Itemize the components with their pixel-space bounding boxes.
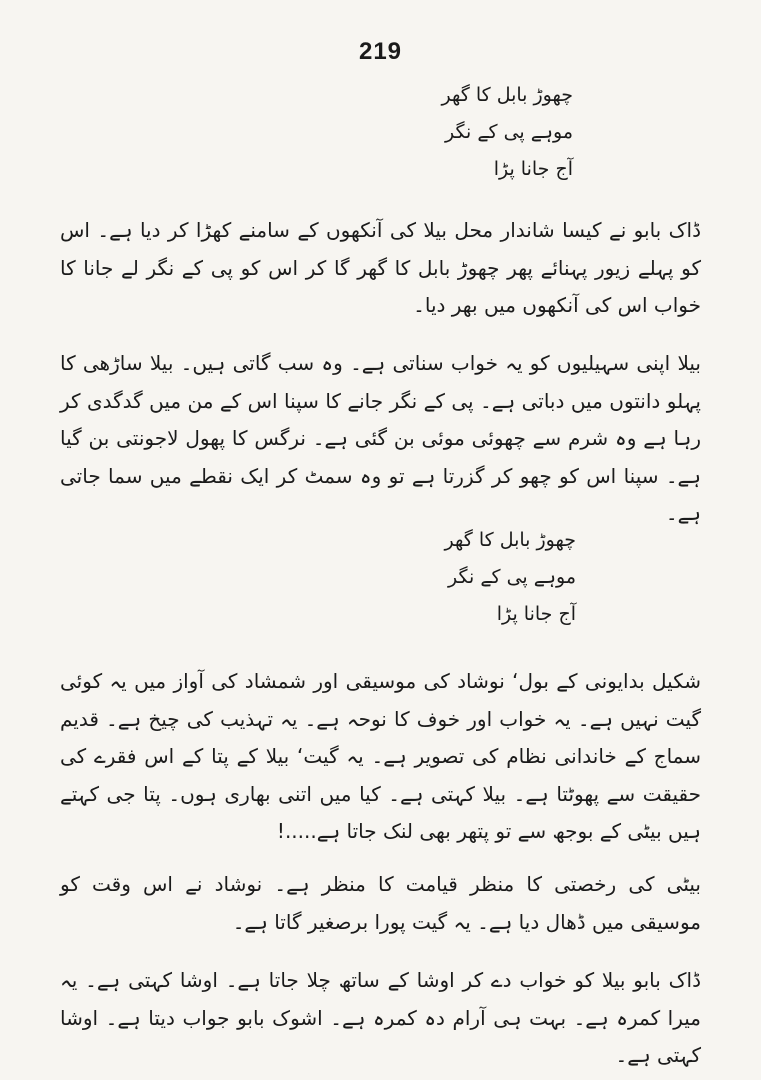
verse-line: آج جانا پڑا <box>496 603 576 625</box>
verse-line: موہے پی کے نگر <box>445 121 573 143</box>
song-verse-top <box>442 77 574 188</box>
paragraph-shakeel-badayuni: شکیل بدایونی کے بول‘ نوشاد کی موسیقی اور شمشاد کی آواز میں یہ کوئی گیت نہیں ہے۔ یہ خواب اور خوف کا نوحہ ہے۔ یہ تہذیب کی چیخ ہے۔ قدیم سماج کے خاندانی نظام کی تصویر ہے۔ یہ گیت‘ بیلا کے پتا کے اس فقرے کی حقیقت سے پھوٹتا ہے۔ بیلا کہتی ہے۔ کیا میں اتنی بھاری ہوں۔ پتا جی کہتے ہیں بیٹی کے بوجھ سے تو پتھر بھی لنک جاتا ہے.....! <box>60 669 701 843</box>
paragraph-usha-room: ڈاک بابو بیلا کو خواب دے کر اوشا کے ساتھ چلا جاتا ہے۔ اوشا کہتی ہے۔ یہ میرا کمرہ ہے۔ بہت ہی آرام دہ کمرہ ہے۔ اشوک بابو جواب دیتا ہے۔ اوشا کہتی ہے۔ <box>60 968 701 1067</box>
verse-line: چھوڑ بابل کا گھر <box>444 529 576 551</box>
paragraph-bela-dream: بیلا اپنی سہیلیوں کو یہ خواب سناتی ہے۔ وہ سب گاتی ہیں۔ بیلا ساڑھی کا پہلو دانتوں میں دباتی ہے۔ پی کے نگر جانے کا سپنا اس کے من میں گدگدی کر رہا ہے وہ شرم سے چھوئی موئی بن گئی ہے۔ نرگس کا پھول لاجونتی بن گیا ہے۔ سپنا اس کو چھو کر گزرتا ہے تو وہ سمٹ کر ایک نقطے میں سما جاتی ہے۔ <box>60 351 701 525</box>
paragraph-rukhsati: بیٹی کی رخصتی کا منظر قیامت کا منظر ہے۔ نوشاد نے اس وقت کو موسیقی میں ڈھال دیا ہے۔ یہ گیت پورا برصغیر گاتا ہے۔ <box>60 872 701 934</box>
song-verse-middle <box>445 522 577 633</box>
verse-line: موہے پی کے نگر <box>448 566 576 588</box>
verse-line: آج جانا پڑا <box>493 158 573 180</box>
paragraph-dak-babu-palace: ڈاک بابو نے کیسا شاندار محل بیلا کی آنکھوں کے سامنے کھڑا کر دیا ہے۔ اس کو پہلے زیور پہنائے پھر چھوڑ بابل کا گھر گا کر اس کو پی کے نگر لے جانا کا خواب اس کی آنکھوں میں بھر دیا۔ <box>60 218 702 317</box>
verse-line: چھوڑ بابل کا گھر <box>441 84 573 106</box>
page-number: 219 <box>358 38 403 65</box>
